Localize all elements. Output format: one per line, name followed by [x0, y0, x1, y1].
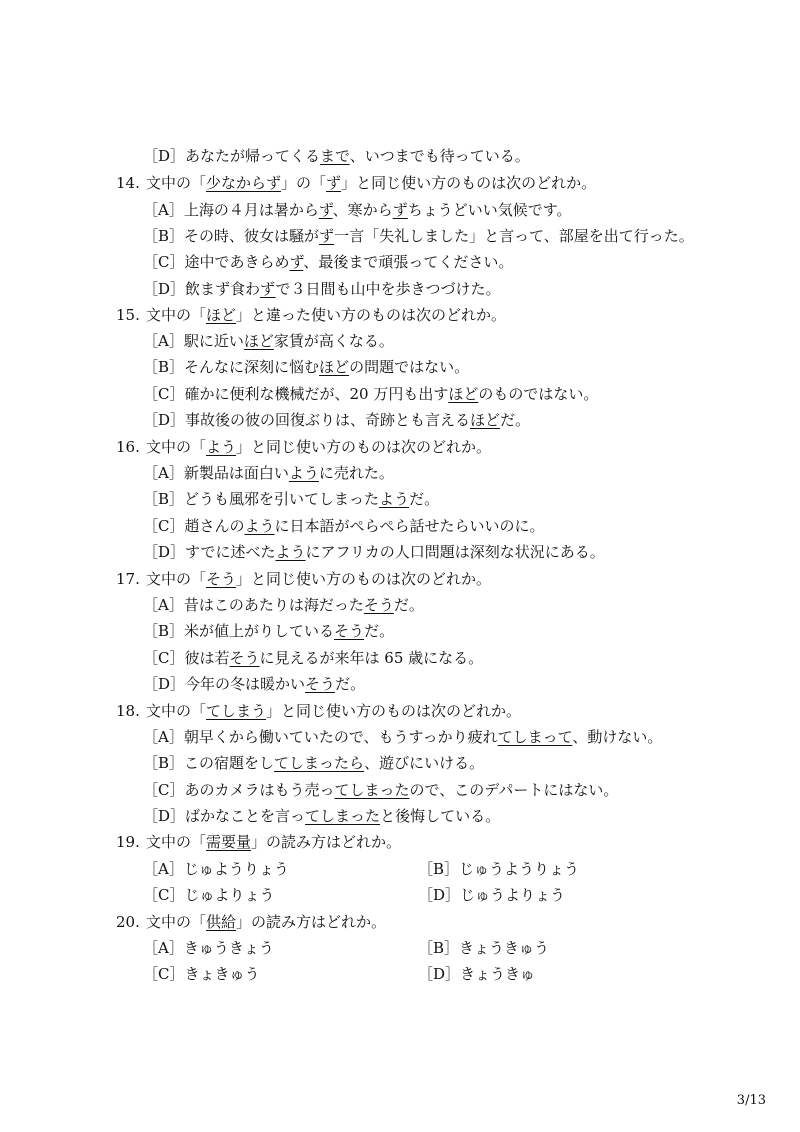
q15-option-b: ［B］そんなに深刻に悩むほどの問題ではない。	[143, 358, 470, 376]
q17-option-b: ［B］米が値上がりしているそうだ。	[143, 622, 395, 640]
q20-option-b: ［B］きょうきゅう	[418, 939, 550, 957]
q19-stem: 19. 文中の「需要量」の読み方はどれか。	[116, 833, 402, 851]
q13-option-d: ［D］あなたが帰ってくるまで、いつまでも待っている。	[143, 147, 530, 165]
q17-option-d: ［D］今年の冬は暖かいそうだ。	[143, 675, 366, 693]
q18-option-c: ［C］あのカメラはもう売ってしまったので、このデパートにはない。	[143, 781, 619, 799]
q20-stem: 20. 文中の「供給」の読み方はどれか。	[116, 913, 387, 931]
q18-option-a: ［A］朝早くから働いていたので、もうすっかり疲れてしまって、動けない。	[143, 728, 663, 746]
q14-option-a: ［A］上海の４月は暑からず、寒からずちょうどいい気候です。	[143, 201, 572, 219]
q19-option-a: ［A］じゅようりょう	[143, 860, 289, 878]
q15-stem: 15. 文中の「ほど」と違った使い方のものは次のどれか。	[116, 306, 507, 324]
q20-option-a: ［A］きゅうきょう	[143, 939, 274, 957]
q17-stem: 17. 文中の「そう」と同じ使い方のものは次のどれか。	[116, 570, 492, 588]
q19-option-c: ［C］じゅよりょう	[143, 886, 275, 904]
q18-option-d: ［D］ばかなことを言ってしまったと後悔している。	[143, 807, 501, 825]
q15-option-a: ［A］駅に近いほど家賃が高くなる。	[143, 332, 394, 350]
q16-stem: 16. 文中の「よう」と同じ使い方のものは次のどれか。	[116, 438, 492, 456]
page-number: 3/13	[736, 1093, 766, 1108]
q14-option-b: ［B］その時、彼女は騒がず一言「失礼しました」と言って、部屋を出て行った。	[143, 227, 694, 245]
q16-option-b: ［B］どうも風邪を引いてしまったようだ。	[143, 490, 440, 508]
q17-option-c: ［C］彼は若そうに見えるが来年は 65 歳になる。	[143, 649, 484, 667]
q16-option-d: ［D］すでに述べたようにアフリカの人口問題は深刻な状況にある。	[143, 543, 605, 561]
q17-option-a: ［A］昔はこのあたりは海だったそうだ。	[143, 596, 424, 614]
q20-option-c: ［C］きょきゅう	[143, 965, 260, 983]
q16-option-a: ［A］新製品は面白いように売れた。	[143, 464, 394, 482]
q18-option-b: ［B］この宿題をしてしまったら、遊びにいける。	[143, 754, 485, 772]
q19-option-d: ［D］じゅうよりょう	[418, 886, 566, 904]
q15-option-c: ［C］確かに便利な機械だが、20 万円も出すほどのものではない。	[143, 385, 599, 403]
q14-option-d: ［D］飲まず食わずで３日間も山中を歩きつづけた。	[143, 280, 501, 298]
q18-stem: 18. 文中の「てしまう」と同じ使い方のものは次のどれか。	[116, 702, 522, 720]
q15-option-d: ［D］事故後の彼の回復ぶりは、奇跡とも言えるほどだ。	[143, 411, 531, 429]
q20-option-d: ［D］きょうきゅ	[418, 965, 536, 983]
q14-option-c: ［C］途中であきらめず、最後まで頑張ってください。	[143, 253, 514, 271]
q14-stem: 14. 文中の「少なからず」の「ず」と同じ使い方のものは次のどれか。	[116, 174, 597, 192]
q19-option-b: ［B］じゅうようりょう	[418, 860, 580, 878]
q16-option-c: ［C］趙さんのように日本語がぺらぺら話せたらいいのに。	[143, 517, 545, 535]
